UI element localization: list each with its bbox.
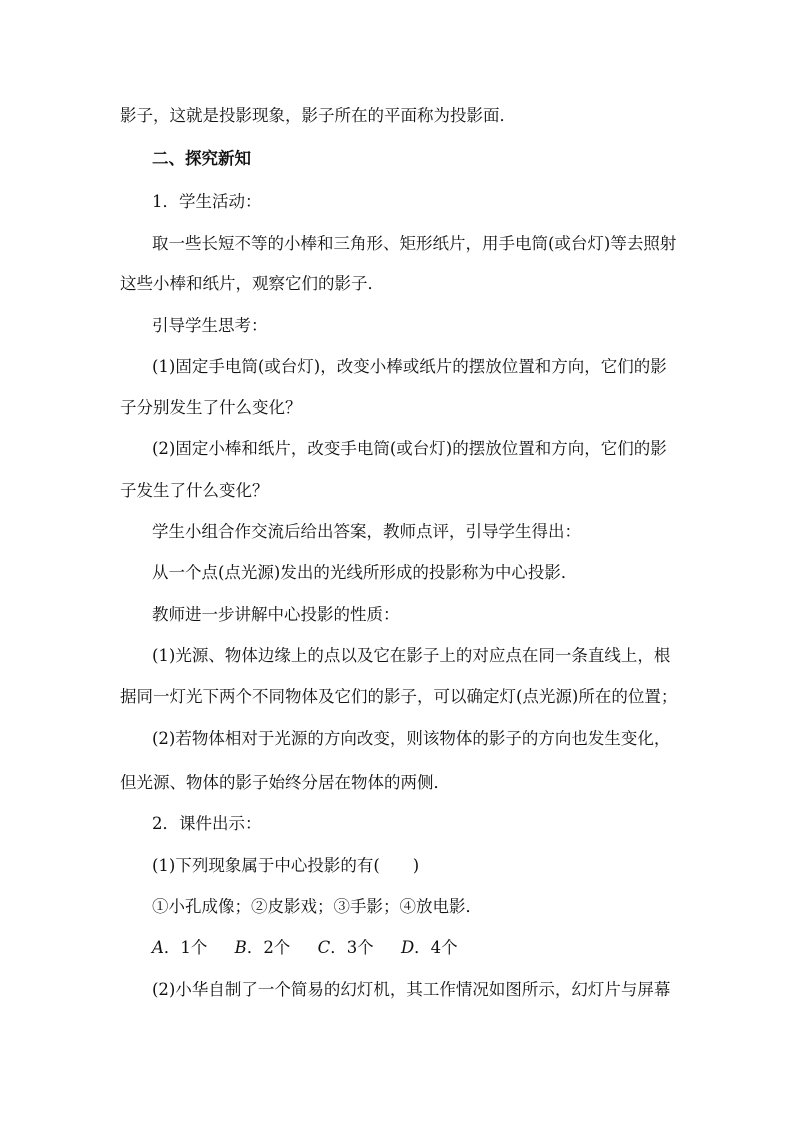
paragraph-line: 但光源、物体的影子始终分居在物体的两侧． — [120, 773, 450, 792]
paragraph-line: (1)固定手电筒(或台灯)，改变小棒或纸片的摆放位置和方向，它们的影 — [152, 357, 667, 376]
section-heading: 二、探究新知 — [152, 149, 251, 168]
paragraph-line: 子分别发生了什么变化？ — [120, 398, 302, 417]
paragraph-line: 据同一灯光下两个不同物体及它们的影子，可以确定灯(点光源)所在的位置； — [120, 687, 678, 706]
paragraph-line: 取一些长短不等的小棒和三角形、矩形纸片，用手电筒(或台灯)等去照射 — [152, 234, 677, 253]
question-line: ①小孔成像；②皮影戏；③手影；④放电影． — [152, 897, 482, 916]
paragraph-line: 教师进一步讲解中心投影的性质： — [152, 605, 400, 624]
paragraph-line: (2)固定小棒和纸片，改变手电筒(或台灯)的摆放位置和方向，它们的影 — [152, 439, 667, 458]
answer-options — [0, 933, 794, 963]
paragraph-line: (2)若物体相对于光源的方向改变，则该物体的影子的方向也发生变化， — [152, 729, 671, 748]
option-a: A．1个 — [152, 938, 208, 957]
paragraph-line: 这些小棒和纸片，观察它们的影子． — [120, 274, 384, 293]
paragraph-line: 从一个点(点光源)发出的光线所形成的投影称为中心投影． — [152, 563, 578, 582]
subsection-heading: 1．学生活动： — [152, 192, 262, 211]
subsection-heading: 2．课件出示： — [152, 814, 262, 833]
paragraph-line: 影子，这就是投影现象，影子所在的平面称为投影面． — [120, 106, 516, 125]
question-line: (1)下列现象属于中心投影的有( ) — [152, 856, 420, 875]
question-line: (2)小华自制了一个简易的幻灯机，其工作情况如图所示，幻灯片与屏幕 — [152, 980, 671, 999]
paragraph-line: 子发生了什么变化？ — [120, 481, 269, 500]
option-d: D．4个 — [400, 938, 458, 957]
paragraph-line: (1)光源、物体边缘上的点以及它在影子上的对应点在同一条直线上，根 — [152, 646, 671, 665]
option-b: B．2个 — [234, 938, 291, 957]
paragraph-line: 学生小组合作交流后给出答案，教师点评，引导学生得出： — [152, 522, 581, 541]
paragraph-line: 引导学生思考： — [152, 316, 268, 335]
option-c: C．3个 — [317, 938, 374, 957]
